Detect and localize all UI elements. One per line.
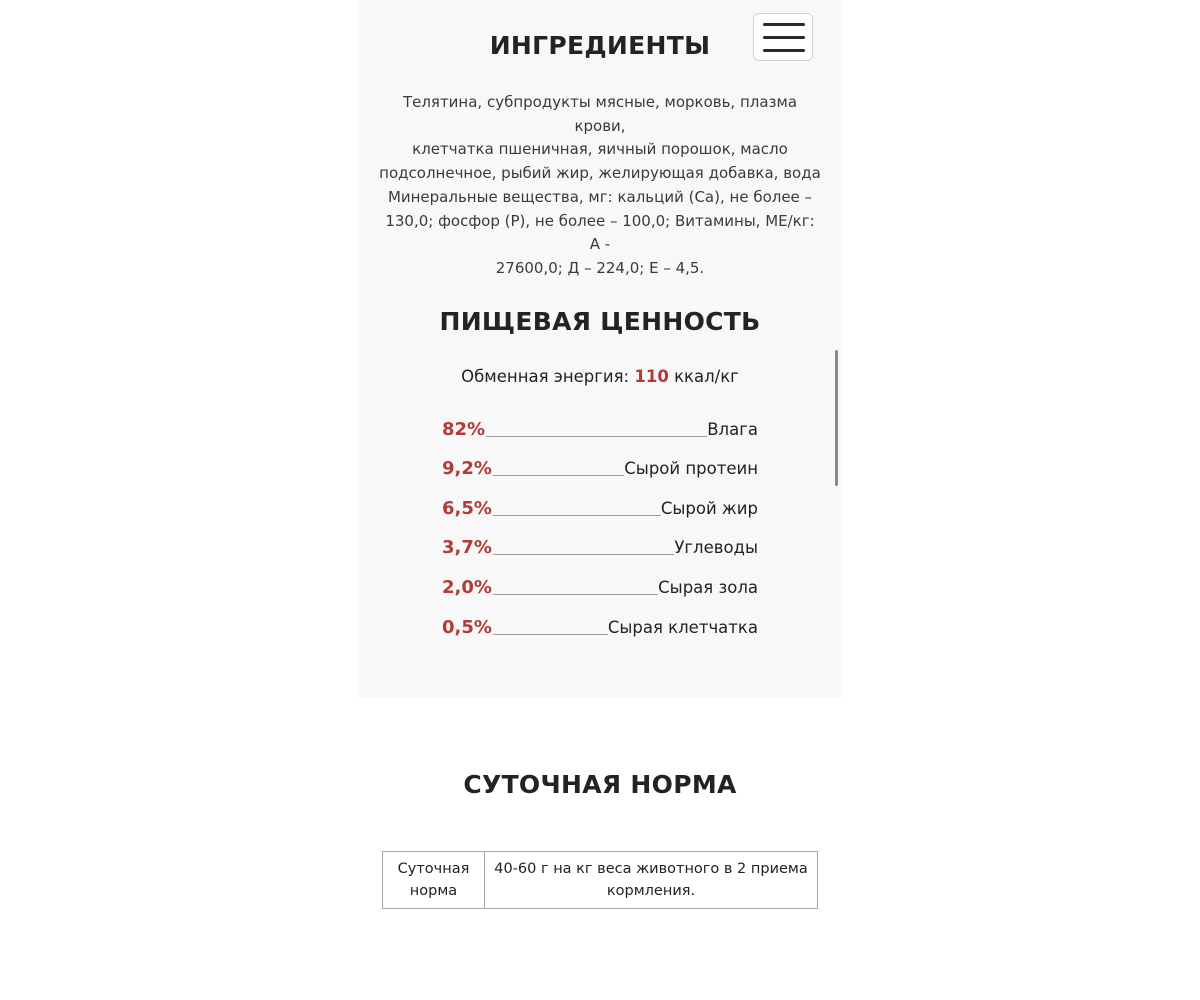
nutrient-name: Углеводы bbox=[674, 538, 758, 558]
nutrient-row bbox=[442, 525, 758, 565]
ingredients-line: 130,0; фосфор (Р), не более – 100,0; Витамины, МЕ/кг: А - bbox=[385, 211, 815, 254]
daily-norm-title: СУТОЧНАЯ НОРМА bbox=[463, 770, 737, 799]
nutrient-row bbox=[442, 485, 758, 525]
nutrient-name: Сырая клетчатка bbox=[607, 617, 758, 637]
daily-norm-value-cell bbox=[485, 852, 818, 909]
nutrient-row bbox=[442, 604, 758, 644]
table-row bbox=[383, 852, 818, 909]
energy-value: 110 bbox=[634, 367, 669, 386]
nutrient-name: Сырой жир bbox=[660, 498, 758, 518]
scrollbar-thumb[interactable] bbox=[835, 350, 838, 486]
daily-norm-value: кормления. bbox=[606, 883, 696, 899]
ingredients-line: Минеральные вещества, мг: кальций (Са), не более – bbox=[387, 187, 813, 206]
daily-norm-label-cell bbox=[383, 852, 485, 909]
nutrient-percent: 2,0% bbox=[442, 576, 492, 598]
nutrient-name: Влага bbox=[707, 419, 758, 439]
energy-line bbox=[358, 367, 842, 386]
ingredients-line: Телятина, субпродукты мясные, морковь, плазма крови, bbox=[402, 93, 798, 135]
leader-line bbox=[493, 594, 658, 595]
leader-line bbox=[493, 634, 608, 635]
daily-norm-label: норма bbox=[409, 883, 458, 899]
hamburger-menu-icon bbox=[763, 23, 805, 26]
nutrient-percent: 9,2% bbox=[442, 458, 492, 480]
nutrient-row bbox=[442, 446, 758, 486]
leader-line bbox=[493, 554, 674, 555]
nutrient-row bbox=[442, 564, 758, 604]
ingredients-line: подсолнечное, рыбий жир, желирующая добавка, вода bbox=[379, 164, 821, 183]
daily-norm-value: 40-60 г на кг веса животного в 2 приема bbox=[494, 861, 808, 877]
ingredients-text bbox=[378, 91, 822, 281]
nutrient-name: Сырая зола bbox=[658, 577, 758, 597]
daily-norm-table bbox=[382, 851, 818, 909]
nutrient-percent: 82% bbox=[442, 418, 486, 440]
daily-norm-label: Суточная bbox=[397, 861, 470, 877]
nutrient-list bbox=[442, 406, 758, 644]
nutrient-row bbox=[442, 406, 758, 446]
ingredients-line: клетчатка пшеничная, яичный порошок, масло bbox=[412, 140, 788, 159]
energy-unit: ккал/кг bbox=[674, 367, 739, 386]
leader-line bbox=[486, 436, 707, 437]
nutrient-percent: 6,5% bbox=[442, 497, 492, 519]
nutrition-title: ПИЩЕВАЯ ЦЕННОСТЬ bbox=[439, 307, 761, 336]
nutrient-name: Сырой протеин bbox=[624, 459, 758, 479]
ingredients-line: 27600,0; Д – 224,0; Е – 4,5. bbox=[495, 258, 705, 277]
energy-label: Обменная энергия: bbox=[461, 367, 630, 386]
nutrient-percent: 0,5% bbox=[442, 616, 492, 638]
leader-line bbox=[493, 475, 624, 476]
nutrient-percent: 3,7% bbox=[442, 537, 492, 559]
ingredients-title: ИНГРЕДИЕНТЫ bbox=[489, 31, 711, 60]
leader-line bbox=[493, 515, 661, 516]
